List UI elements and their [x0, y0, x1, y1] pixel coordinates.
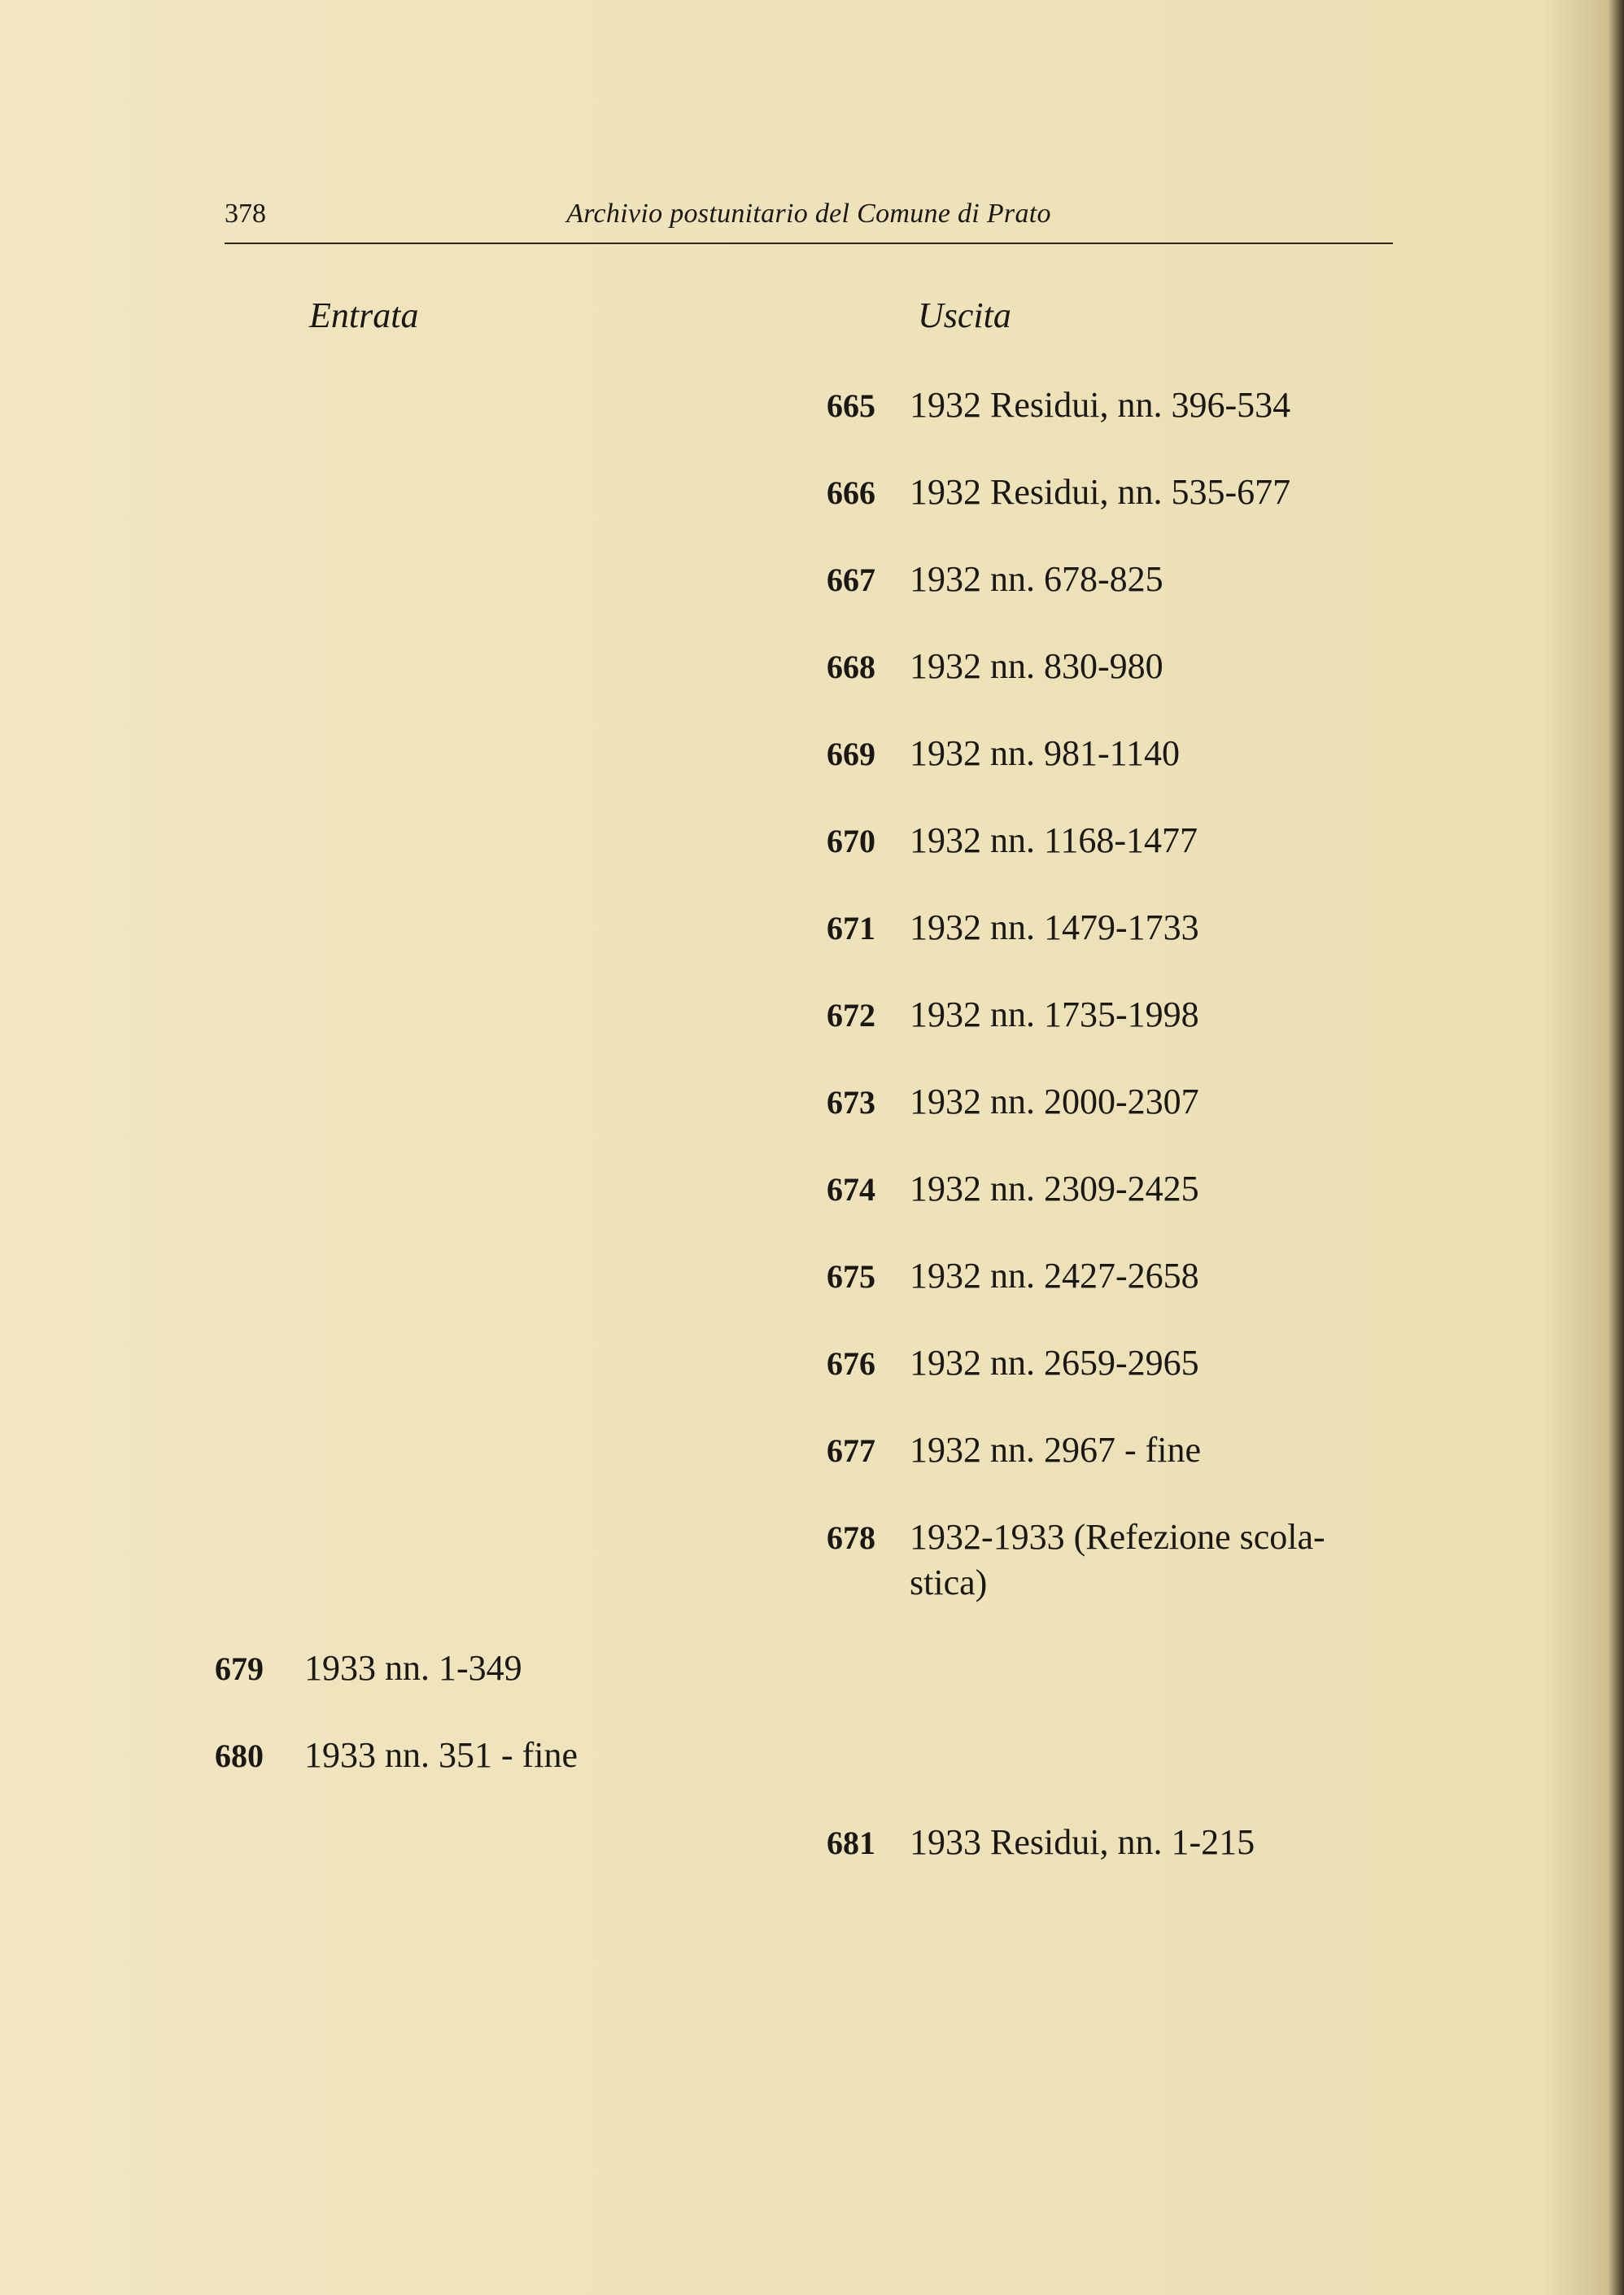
- list-item: [215, 1733, 578, 1779]
- entry-number: 677: [827, 1432, 875, 1469]
- list-item: [827, 1340, 1398, 1387]
- list-item: [827, 557, 1398, 603]
- entry-number: 673: [827, 1084, 875, 1121]
- page-header: [225, 195, 1393, 244]
- entry-number: 679: [215, 1650, 264, 1687]
- entry-text: 1932 nn. 2659-2965: [910, 1343, 1199, 1383]
- entry-text: 1932 nn. 678-825: [910, 559, 1163, 599]
- entry-text: 1932 nn. 830-980: [910, 646, 1163, 686]
- list-item: [827, 1820, 1398, 1866]
- list-item: [827, 382, 1398, 429]
- entry-text: 1932 nn. 1735-1998: [910, 994, 1199, 1034]
- running-title: Archivio postunitario del Comune di Prato: [566, 199, 1051, 229]
- entry-text: 1932 nn. 2000-2307: [910, 1082, 1199, 1121]
- list-item: [827, 470, 1398, 516]
- entry-text: 1932 nn. 1479-1733: [910, 907, 1199, 947]
- entry-number: 671: [827, 910, 875, 946]
- entry-text: 1932 nn. 2309-2425: [910, 1169, 1199, 1209]
- entry-text: 1933 nn. 351 - fine: [304, 1735, 578, 1775]
- column-heading-entrata: Entrata: [309, 295, 419, 335]
- entry-number: 674: [827, 1171, 875, 1208]
- entry-text: 1932 nn. 2427-2658: [910, 1256, 1199, 1296]
- entry-text: 1933 nn. 1-349: [304, 1648, 522, 1688]
- list-item: [215, 1646, 522, 1692]
- list-item: [827, 905, 1398, 951]
- entry-number: 676: [827, 1345, 875, 1382]
- list-item: [827, 1166, 1398, 1213]
- entry-number: 667: [827, 562, 875, 598]
- entry-number: 670: [827, 823, 875, 859]
- entry-text: 1932 nn. 2967 - fine: [910, 1430, 1202, 1470]
- entry-text: 1932 Residui, nn. 535-677: [910, 472, 1291, 512]
- entry-number: 666: [827, 474, 875, 511]
- entry-number: 681: [827, 1825, 875, 1861]
- show-through-text: [244, 545, 253, 587]
- list-item: [827, 731, 1398, 777]
- list-item: [827, 1253, 1398, 1300]
- entry-text: 1932 nn. 981-1140: [910, 733, 1181, 773]
- entry-number: 668: [827, 649, 875, 685]
- list-item: [827, 1515, 1398, 1606]
- entry-number: 672: [827, 997, 875, 1034]
- list-item: [827, 644, 1398, 690]
- entry-number: 669: [827, 736, 875, 772]
- page-number: 378: [225, 199, 266, 229]
- entry-number: 665: [827, 387, 875, 424]
- entry-text: 1932-1933 (Refezione scola-stica): [910, 1517, 1325, 1602]
- list-item: [827, 1079, 1398, 1126]
- entry-text: 1932 nn. 1168-1477: [910, 820, 1198, 860]
- column-heading-uscita: Uscita: [918, 295, 1011, 335]
- entry-number: 678: [827, 1519, 875, 1556]
- list-item: [827, 818, 1398, 864]
- entry-number: 680: [215, 1738, 264, 1774]
- entry-number: 675: [827, 1258, 875, 1295]
- entry-text: 1932 Residui, nn. 396-534: [910, 385, 1291, 425]
- list-item: [827, 992, 1398, 1038]
- entry-text: 1933 Residui, nn. 1-215: [910, 1822, 1255, 1862]
- list-item: [827, 1427, 1398, 1474]
